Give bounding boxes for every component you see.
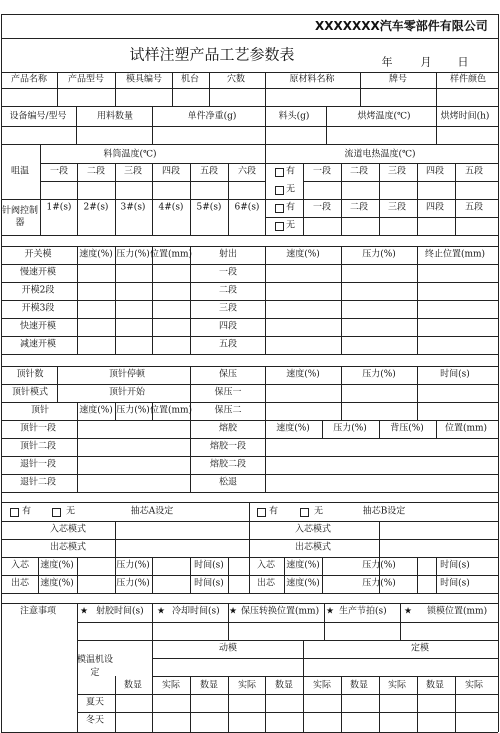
table-rule [265, 144, 266, 235]
ejector-speed-header: 速度(%) [79, 405, 113, 416]
core-a-in-speed: 速度(%) [40, 560, 74, 571]
winter-label: 冬天 [85, 715, 105, 726]
ejector-pressure-header: 压力(%) [116, 405, 150, 416]
table-rule [152, 163, 153, 235]
hotrunner-none-label: 无 [286, 184, 296, 195]
table-rule [1, 88, 498, 89]
table-rule [190, 163, 191, 235]
barrel-stage-6: 六段 [237, 166, 257, 177]
valve-none-label: 无 [286, 220, 296, 231]
day-label: 日 [457, 55, 469, 69]
net-weight-label: 单件净重(g) [187, 111, 237, 122]
table-rule [379, 163, 380, 235]
core-a-has-label: 有 [22, 506, 32, 517]
notes-label: 注意事项 [19, 606, 57, 617]
open-speed-header: 速度(%) [79, 249, 113, 260]
table-rule [417, 246, 418, 354]
table-rule [209, 72, 210, 106]
table-rule [417, 163, 418, 235]
table-rule [1, 420, 498, 421]
table-rule [324, 603, 325, 640]
actual-col: 实际 [387, 680, 407, 691]
product-name-label: 产品名称 [10, 74, 48, 85]
core-a-none-label: 无 [66, 506, 76, 517]
table-rule [77, 694, 498, 695]
display-col: 数显 [274, 680, 294, 691]
table-rule [76, 106, 77, 144]
table-rule [77, 163, 78, 235]
table-rule [417, 557, 418, 593]
hold-label: 保压 [218, 369, 238, 380]
table-rule [455, 676, 456, 732]
valve-controller-label: 针阀控制器 [2, 206, 39, 228]
valve-has-checkbox[interactable] [275, 204, 284, 213]
core-b-out-label: 出芯 [256, 578, 276, 589]
table-rule [115, 676, 116, 732]
table-rule [152, 557, 153, 593]
table-rule [1, 438, 498, 439]
table-rule [322, 557, 323, 593]
table-rule [1, 199, 498, 200]
table-rule [341, 246, 342, 354]
table-rule [1, 492, 498, 493]
material-name-label: 原材料名称 [289, 74, 335, 85]
sprue-weight-label: 料头(g) [278, 111, 310, 122]
month-label: 月 [420, 55, 432, 69]
hotrunner-has-checkbox[interactable] [275, 168, 284, 177]
table-rule [77, 557, 78, 593]
melt-label: 熔胶 [218, 423, 238, 434]
table-rule [436, 72, 437, 106]
table-rule [190, 246, 191, 354]
table-rule [115, 246, 116, 354]
display-col: 数显 [349, 680, 369, 691]
mold-temp-label: 模温机设定 [77, 655, 114, 678]
table-rule [1, 593, 498, 594]
table-rule [1, 336, 498, 337]
ejector-row-4: 退针二段 [19, 477, 57, 488]
product-model-label: 产品型号 [67, 74, 105, 85]
core-a-has-checkbox[interactable] [10, 508, 19, 517]
table-rule [1, 72, 498, 73]
hold-pressure-header: 压力(%) [362, 369, 396, 380]
table-rule [303, 181, 498, 182]
core-a-out-time: 时间(s) [194, 578, 224, 589]
table-rule [1, 246, 498, 247]
inj-pressure-header: 压力(%) [362, 249, 396, 260]
inj-stage-2: 二段 [218, 285, 238, 296]
core-b-in-mode: 入芯模式 [294, 524, 332, 535]
inj-end-position-header: 终止位置(mm) [424, 249, 486, 260]
table-rule [379, 521, 380, 557]
table-rule [190, 676, 191, 732]
core-b-out-time: 时间(s) [440, 578, 470, 589]
valve-2: 2#(s) [83, 202, 109, 213]
open-row-4: 快速开模 [19, 321, 57, 332]
table-rule [77, 402, 78, 420]
core-a-in-time: 时间(s) [194, 560, 224, 571]
hold-1-label: 保压一 [214, 387, 242, 398]
table-rule [1, 366, 498, 367]
star-icon: ★ [404, 606, 413, 617]
core-b-none-label: 无 [314, 506, 324, 517]
core-b-has-checkbox[interactable] [257, 508, 266, 517]
core-a-out-pressure: 压力(%) [116, 578, 150, 589]
table-rule [38, 557, 39, 593]
table-rule [1, 264, 498, 265]
hotrunner-stage-2: 二段 [349, 166, 369, 177]
table-rule [265, 676, 266, 732]
table-rule [1, 300, 498, 301]
inj-speed-header: 速度(%) [286, 249, 320, 260]
core-b-out-speed: 速度(%) [286, 578, 320, 589]
table-rule [190, 366, 191, 492]
table-rule [228, 557, 229, 593]
valve-4: 4#(s) [158, 202, 184, 213]
melt-position-header: 位置(mm) [444, 423, 488, 434]
table-rule [1, 282, 498, 283]
display-col: 数显 [425, 680, 445, 691]
table-rule [265, 366, 266, 492]
hold-speed-header: 速度(%) [286, 369, 320, 380]
note-cycle-time: 生产节拍(s) [339, 606, 387, 617]
core-b-out-mode: 出芯模式 [294, 542, 332, 553]
core-b-title: 抽芯B设定 [362, 506, 406, 517]
note-cooling-time: 冷却时间(s) [172, 606, 220, 617]
table-rule [400, 603, 401, 640]
inj-stage-4: 四段 [218, 321, 238, 332]
table-rule [379, 676, 380, 732]
table-rule [417, 676, 418, 732]
cavity-label: 穴数 [226, 74, 246, 85]
open-row-5: 减速开模 [19, 339, 57, 350]
machine-label: 机台 [180, 74, 200, 85]
actual-col: 实际 [312, 680, 332, 691]
open-row-1: 慢速开模 [19, 267, 57, 278]
fixed-mold-label: 定模 [410, 643, 430, 654]
melt-back-pressure-header: 背压(%) [390, 423, 424, 434]
table-rule [1, 384, 498, 385]
core-b-in-time: 时间(s) [440, 560, 470, 571]
melt-pressure-header: 压力(%) [333, 423, 367, 434]
table-rule [77, 622, 498, 623]
table-rule [265, 106, 266, 144]
star-icon: ★ [229, 606, 238, 617]
barrel-stage-4: 四段 [161, 166, 181, 177]
table-rule [152, 603, 153, 732]
table-rule [57, 366, 58, 402]
injection-label: 射出 [218, 249, 238, 260]
open-position-header: 位置(mm) [149, 249, 193, 260]
ejector-count-label: 顶针数 [16, 369, 44, 380]
hotrunner-stage-3: 三段 [387, 166, 407, 177]
ejector-row-3: 退针一段 [19, 459, 57, 470]
hotrunner-temp-title: 流道电热温度(℃) [344, 149, 416, 160]
valve-1: 1#(s) [46, 202, 72, 213]
valve-6: 6#(s) [234, 202, 260, 213]
table-rule [152, 658, 498, 659]
table-rule [40, 144, 41, 235]
table-rule [360, 72, 361, 106]
valve-has-label: 有 [286, 202, 296, 213]
table-rule [115, 72, 116, 106]
inj-stage-1: 一段 [218, 267, 238, 278]
barrel-stage-5: 五段 [199, 166, 219, 177]
table-rule [77, 712, 498, 713]
core-a-title: 抽芯A设定 [130, 506, 174, 517]
actual-col: 实际 [464, 680, 484, 691]
core-b-out-pressure: 压力(%) [362, 578, 396, 589]
core-a-none-checkbox[interactable] [52, 508, 61, 517]
valve-hr-stage-5: 五段 [464, 202, 484, 213]
table-rule [1, 144, 498, 145]
note-clamp-position: 锁模位置(mm) [427, 606, 488, 617]
core-a-in-pressure: 压力(%) [116, 560, 150, 571]
display-col: 数显 [199, 680, 219, 691]
year-label: 年 [381, 55, 393, 69]
core-a-in-mode: 入芯模式 [49, 524, 87, 535]
drying-time-label: 烘烤时间(h) [440, 111, 490, 122]
table-rule [228, 676, 229, 732]
inj-stage-3: 三段 [218, 303, 238, 314]
company-name: XXXXXXX汽车零部件有限公司 [315, 19, 488, 33]
table-rule [341, 163, 342, 235]
moving-mold-label: 动模 [218, 643, 238, 654]
equipment-label: 设备编号/型号 [9, 111, 67, 122]
core-a-out-label: 出芯 [10, 578, 30, 589]
table-rule [1, 603, 498, 604]
table-rule [190, 557, 191, 593]
table-rule [77, 420, 78, 492]
table-rule [436, 557, 437, 593]
star-icon: ★ [80, 606, 89, 617]
note-switch-position: 保压转换位置(mm) [241, 606, 320, 617]
core-b-in-label: 入芯 [256, 560, 276, 571]
valve-hr-stage-2: 二段 [349, 202, 369, 213]
table-rule [1, 38, 498, 39]
table-rule [417, 366, 418, 420]
table-rule [77, 246, 78, 354]
table-rule [498, 14, 499, 732]
table-rule [265, 217, 498, 218]
open-row-3: 开模3段 [21, 303, 55, 314]
melt-1-label: 熔胶一段 [209, 441, 247, 452]
table-rule [303, 163, 304, 235]
table-rule [152, 106, 153, 144]
valve-5: 5#(s) [196, 202, 222, 213]
hotrunner-stage-1: 一段 [312, 166, 332, 177]
actual-col: 实际 [161, 680, 181, 691]
table-rule [265, 246, 266, 354]
star-icon: ★ [326, 606, 335, 617]
table-rule [322, 420, 323, 438]
ejector-start-label: 顶针开始 [108, 387, 146, 398]
ejector-row-2: 顶针二段 [19, 441, 57, 452]
inj-stage-5: 五段 [218, 339, 238, 350]
valve-3: 3#(s) [120, 202, 146, 213]
mold-number-label: 模具编号 [125, 74, 163, 85]
ejector-row-1: 顶针一段 [19, 423, 57, 434]
table-rule [1, 318, 498, 319]
drying-temp-label: 烘烤温度(℃) [357, 111, 411, 122]
table-rule [265, 72, 266, 106]
ejector-label: 顶针 [30, 405, 50, 416]
table-rule [228, 163, 229, 235]
core-b-in-speed: 速度(%) [286, 560, 320, 571]
barrel-temp-title: 料筒温度(℃) [103, 149, 157, 160]
table-rule [436, 420, 437, 438]
core-a-out-speed: 速度(%) [40, 578, 74, 589]
barrel-stage-2: 二段 [86, 166, 106, 177]
valve-hr-stage-3: 三段 [387, 202, 407, 213]
barrel-stage-1: 一段 [49, 166, 69, 177]
table-rule [77, 640, 498, 641]
page-title: 试样注塑产品工艺参数表 [129, 45, 295, 64]
table-rule [1, 14, 2, 732]
ejector-pause-label: 顶针停顿 [108, 369, 146, 380]
hotrunner-stage-4: 四段 [425, 166, 445, 177]
actual-col: 实际 [237, 680, 257, 691]
core-b-has-label: 有 [269, 506, 279, 517]
ejector-position-header: 位置(mm) [149, 405, 193, 416]
table-rule [1, 354, 498, 355]
hold-time-header: 时间(s) [440, 369, 470, 380]
table-rule [1, 456, 498, 457]
table-rule [152, 246, 153, 354]
valve-none-checkbox[interactable] [275, 222, 284, 231]
melt-2-label: 熔胶二段 [209, 459, 247, 470]
core-a-out-mode: 出芯模式 [49, 542, 87, 553]
table-rule [115, 163, 116, 235]
table-rule [249, 502, 250, 593]
barrel-stage-3: 三段 [123, 166, 143, 177]
hold-2-label: 保压二 [214, 405, 242, 416]
material-qty-label: 用料数量 [96, 111, 134, 122]
table-rule [1, 14, 498, 15]
hotrunner-stage-5: 五段 [464, 166, 484, 177]
table-rule [152, 676, 498, 677]
open-pressure-header: 压力(%) [116, 249, 150, 260]
table-rule [455, 163, 456, 235]
table-rule [1, 402, 498, 403]
star-icon: ★ [157, 606, 166, 617]
display-col: 数显 [123, 680, 143, 691]
hotrunner-has-label: 有 [286, 166, 296, 177]
nozzle-label: 咀温 [10, 166, 30, 177]
valve-hr-stage-4: 四段 [425, 202, 445, 213]
table-rule [57, 72, 58, 106]
core-b-none-checkbox[interactable] [300, 508, 309, 517]
melt-speed-header: 速度(%) [276, 423, 310, 434]
table-rule [326, 106, 327, 144]
valve-hr-stage-1: 一段 [312, 202, 332, 213]
core-b-in-pressure: 压力(%) [362, 560, 396, 571]
grade-label: 牌号 [388, 74, 408, 85]
table-rule [436, 106, 437, 144]
ejector-mode-label: 顶针模式 [11, 387, 49, 398]
open-row-2: 开模2段 [21, 285, 55, 296]
sample-color-label: 样件颜色 [449, 74, 487, 85]
core-a-in-label: 入芯 [10, 560, 30, 571]
table-rule [172, 72, 173, 106]
table-rule [341, 676, 342, 732]
table-rule [1, 474, 498, 475]
table-rule [303, 640, 304, 732]
decompress-label: 松退 [218, 477, 238, 488]
open-close-label: 开关模 [24, 249, 52, 260]
table-rule [1, 235, 498, 236]
summer-label: 夏天 [85, 697, 105, 708]
table-rule [341, 366, 342, 420]
table-rule [284, 557, 285, 593]
table-rule [379, 420, 380, 438]
hotrunner-none-checkbox[interactable] [275, 186, 284, 195]
table-rule [40, 163, 498, 164]
note-injection-time: 射胶时间(s) [96, 606, 144, 617]
table-rule [115, 521, 116, 557]
